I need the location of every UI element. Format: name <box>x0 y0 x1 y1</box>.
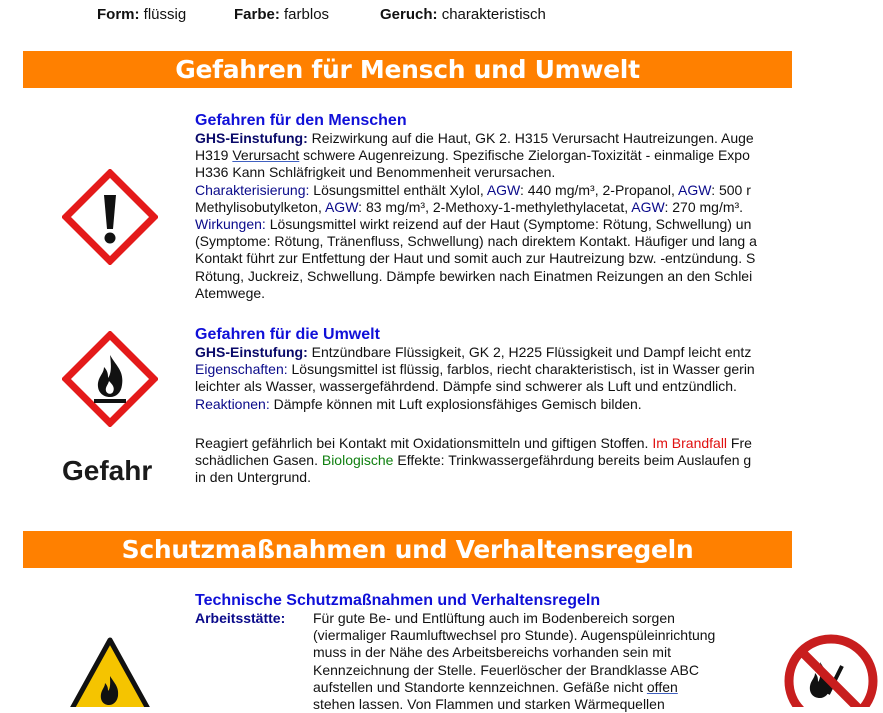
effects-line-1: Wirkungen: Lösungsmittel wirkt reizend auf der Haut (Symptome: Rötung, Schwellung) un <box>195 216 752 233</box>
section-banner-protection: Schutzmaßnahmen und Verhaltensregeln <box>23 531 792 568</box>
ghs-line-3: H336 Kann Schläfrigkeit und Benommenheit verursachen. <box>195 164 556 181</box>
section-banner-hazards: Gefahren für Mensch und Umwelt <box>23 51 792 88</box>
env-props-line-1: Eigenschaften: Lösungsmittel ist flüssig, farblos, riecht charakteristisch, ist in Wasser gerin <box>195 361 755 378</box>
effects-line-3: Kontakt führt zur Entfettung der Haut und somit auch zur Hautreizung bzw. -entzündung. S <box>195 250 756 267</box>
env-props-line-2: leichter als Wasser, wassergefährdend. Dämpfe sind schwerer als Luft und entzündlich. <box>195 378 737 395</box>
effects-line-4: Rötung, Juckreiz, Schwellung. Dämpfe bewirken nach Einatmen Reizungen an den Schlei <box>195 267 753 284</box>
effects-line-5: Atemwege. <box>195 284 266 301</box>
env-ghs-line: GHS-Einstufung: Entzündbare Flüssigkeit, GK 2, H225 Flüssigkeit und Dampf leicht entz <box>195 344 752 360</box>
geruch-property: Geruch: charakteristisch <box>380 6 546 23</box>
exclamation-mark-icon <box>62 169 158 265</box>
signal-word: Gefahr <box>62 455 153 486</box>
char-line-2: Methylisobutylketon, AGW: 83 mg/m³, 2-Methoxy-1-methylethylacetat, AGW: 270 mg/m³. <box>195 198 744 215</box>
workplace-line-5: aufstellen und Standorte kennzeichnen. Gefäße nicht offen <box>313 678 678 695</box>
reactivity-block <box>195 435 792 487</box>
form-property: Form: flüssig <box>97 6 187 23</box>
flammable-warning-icon <box>64 636 156 707</box>
technical-measures-heading: Technische Schutzmaßnahmen und Verhaltensregeln <box>195 592 601 609</box>
reactivity-line-1: Reagiert gefährlich bei Kontakt mit Oxidationsmitteln und giftigen Stoffen. Im Brandfall Fre <box>195 435 752 451</box>
workplace-label: Arbeitsstätte: <box>195 610 286 626</box>
effects-line-2: (Symptome: Rötung, Tränenfluss, Schwellung) nach direktem Kontakt. Häufiger und lang a <box>195 233 757 250</box>
workplace-line-6: stehen lassen. Von Flammen und starken Wärmequellen <box>313 696 665 713</box>
humans-heading: Gefahren für den Menschen <box>195 112 407 129</box>
workplace-line-4: Kennzeichnung der Stelle. Feuerlöscher der Brandklasse ABC <box>313 661 699 678</box>
workplace-line-3: muss in der Nähe des Arbeitsbereichs vorhanden sein mit <box>313 644 671 661</box>
farbe-property: Farbe: farblos <box>234 6 330 23</box>
environment-hazard-block <box>195 325 792 413</box>
no-open-flame-icon <box>782 632 883 707</box>
environment-heading: Gefahren für die Umwelt <box>195 326 380 343</box>
workplace-text <box>313 610 753 713</box>
reactivity-line-3: in den Untergrund. <box>195 469 311 486</box>
char-line-1: Charakterisierung: Lösungsmittel enthält Xylol, AGW: 440 mg/m³, 2-Propanol, AGW: 500 r <box>195 181 751 198</box>
workplace-line-2: (viermaliger Raumluftwechsel pro Stunde). Augenspüleinrichtung <box>313 627 716 644</box>
workplace-line-1: Für gute Be- und Entlüftung auch im Bodenbereich sorgen <box>313 610 675 626</box>
ghs-line-2: H319 Verursacht schwere Augenreizung. Spezifische Zielorgan-Toxizität - einmalige Expo <box>195 147 750 164</box>
reactivity-line-2: schädlichen Gasen. Biologische Effekte: Trinkwassergefährdung bereits beim Auslaufen g <box>195 452 752 469</box>
humans-hazard-block <box>195 111 792 302</box>
ghs-line-1: GHS-Einstufung: Reizwirkung auf die Haut, GK 2. H315 Verursacht Hautreizungen. Auge <box>195 130 754 146</box>
flame-icon <box>62 331 158 427</box>
env-reactions-line: Reaktionen: Dämpfe können mit Luft explosionsfähiges Gemisch bilden. <box>195 395 642 412</box>
